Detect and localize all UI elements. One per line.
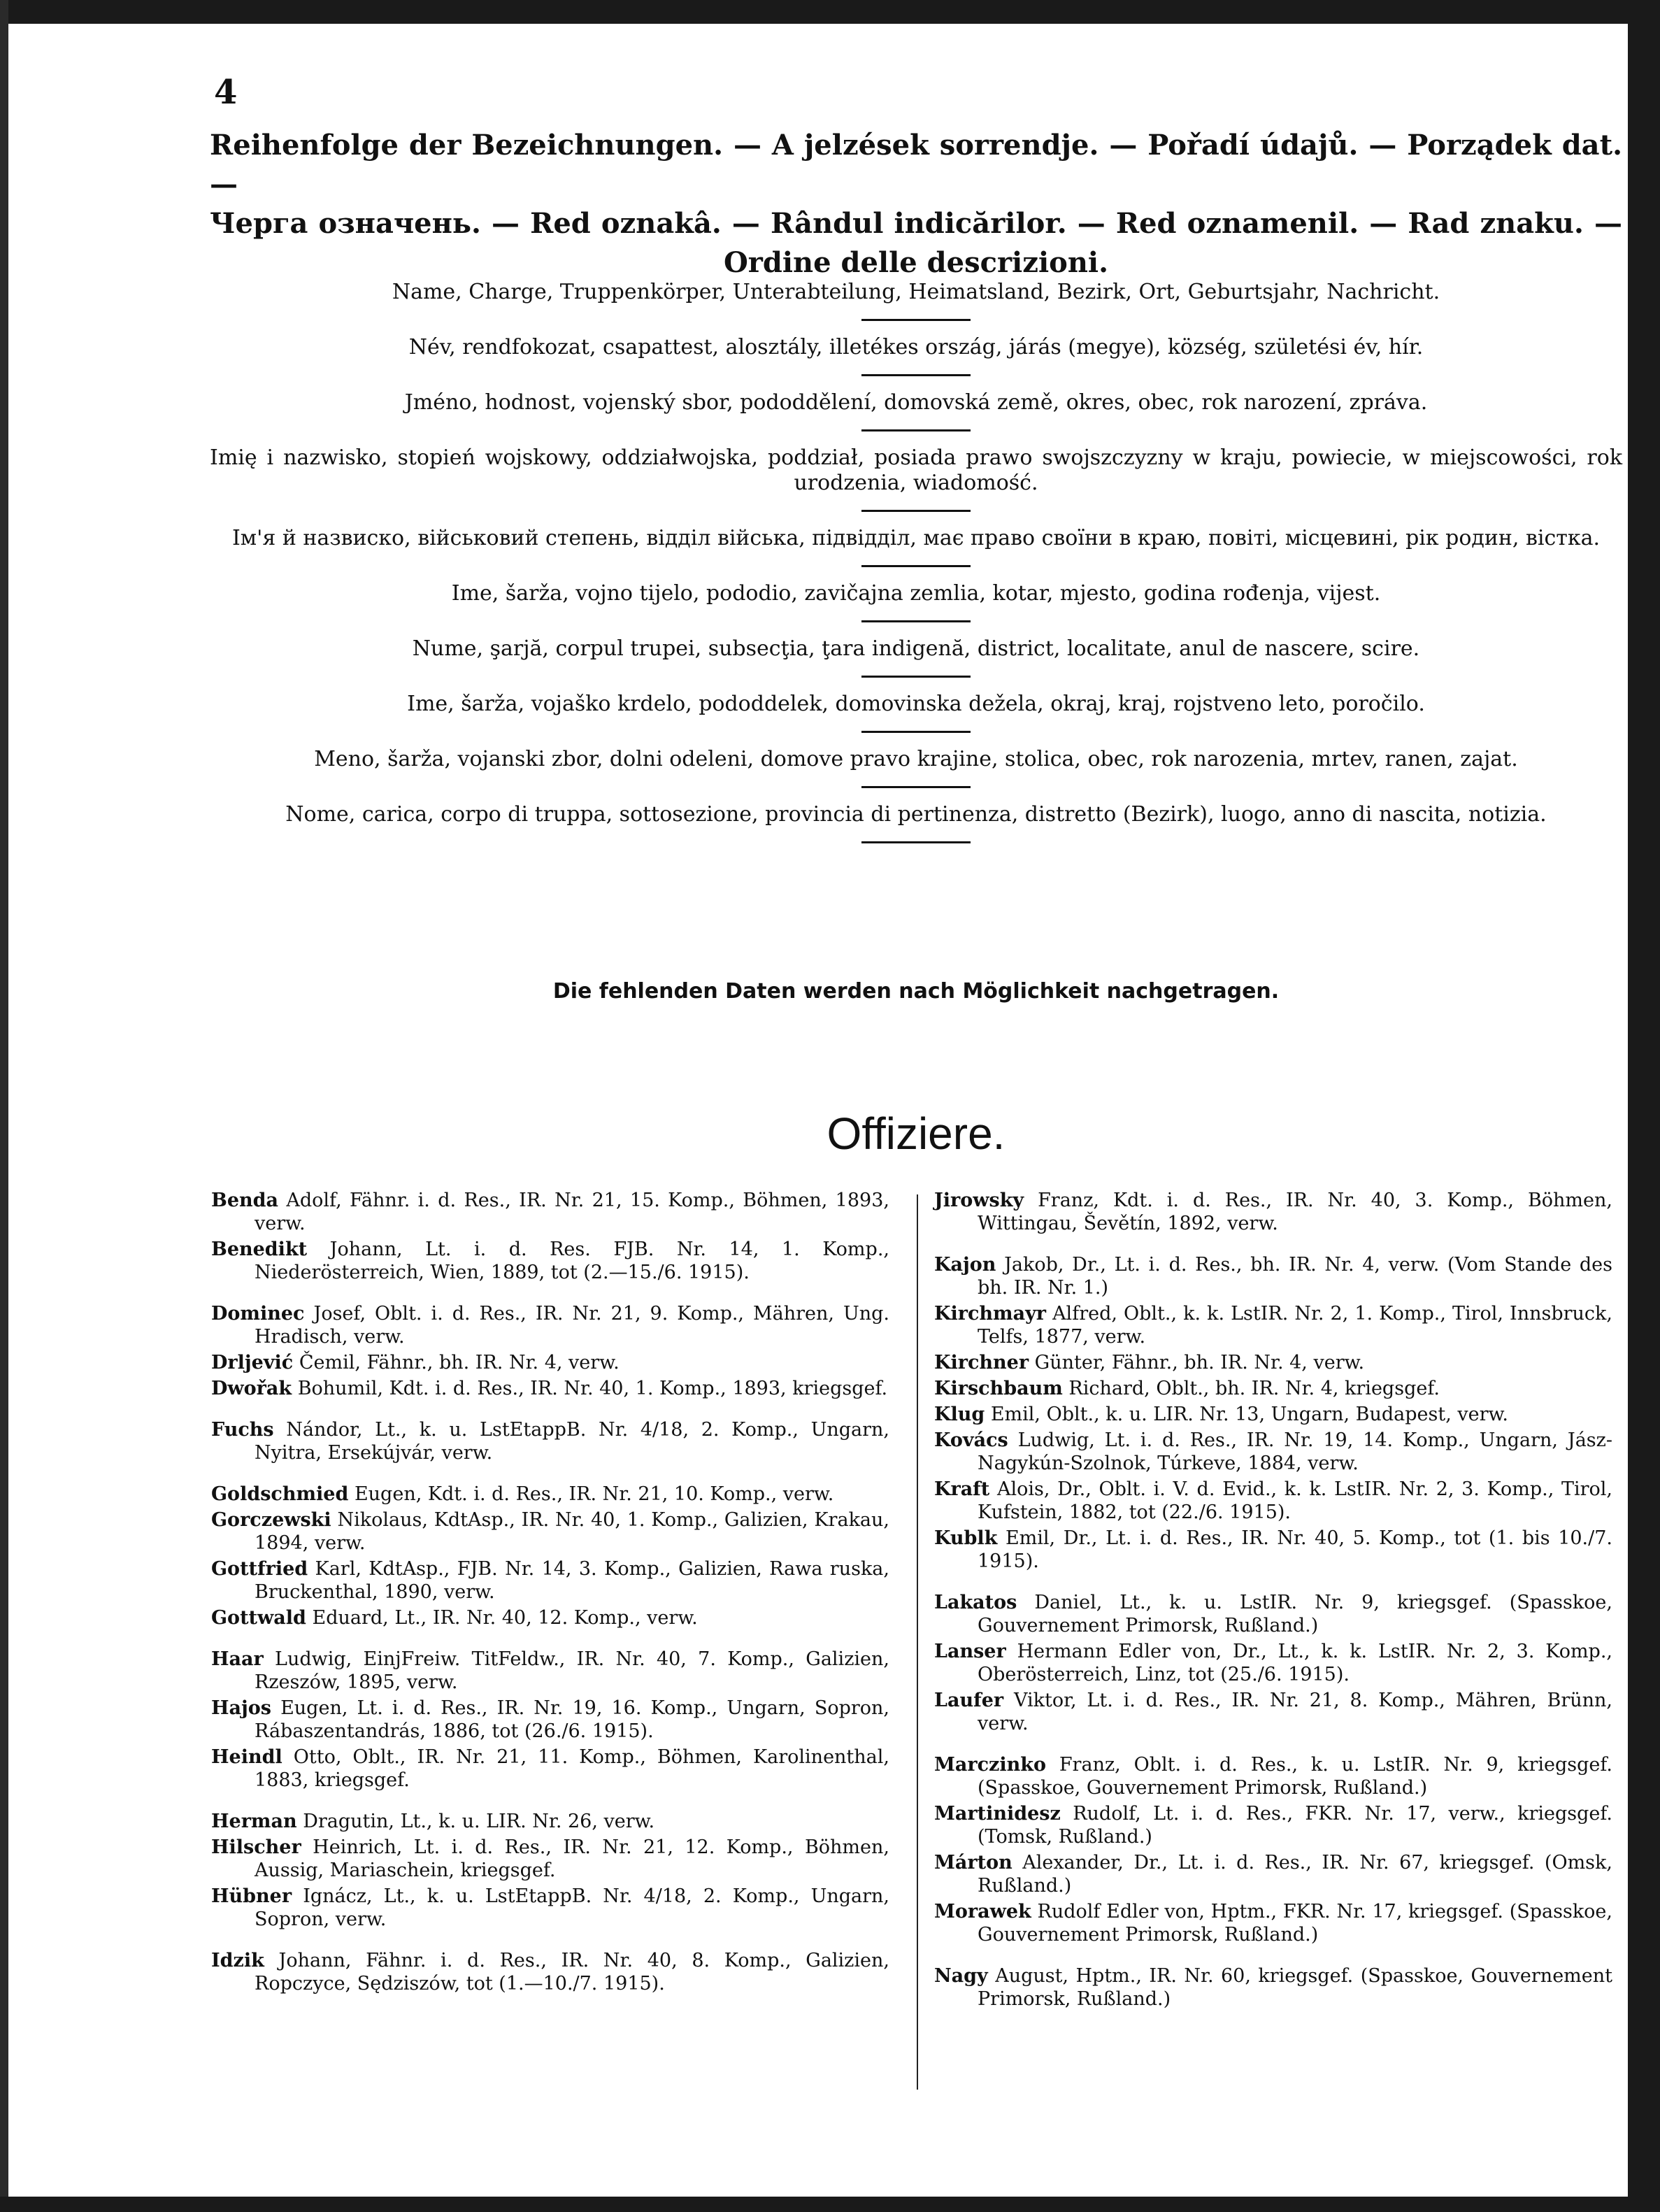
entry-details: Nikolaus, KdtAsp., IR. Nr. 40, 1. Komp., Galizien, Krakau, 1894, verw. (255, 1509, 889, 1554)
list-entry (934, 1189, 1612, 1235)
entry-details: Emil, Oblt., k. u. LIR. Nr. 13, Ungarn, Budapest, verw. (990, 1404, 1509, 1425)
entry-surname: Hajos (211, 1697, 271, 1719)
entry-details: Daniel, Lt., k. u. LstIR. Nr. 9, kriegsgef. (Spasskoe, Gouvernement Primorsk, Rußland.) (978, 1592, 1612, 1636)
list-entry (211, 1949, 889, 1995)
right-column (934, 1189, 1612, 2013)
list-entry (211, 1508, 889, 1555)
entry-details: Jakob, Dr., Lt. i. d. Res., bh. IR. Nr. 4, verw. (Vom Stande des bh. IR. Nr. 1.) (978, 1254, 1612, 1299)
list-entry (211, 1483, 889, 1506)
list-entry (211, 1810, 889, 1833)
list-entry (211, 1189, 889, 1235)
entry-surname: Lanser (934, 1641, 1006, 1662)
list-entry (211, 1648, 889, 1694)
list-entry (934, 1253, 1612, 1299)
list-entry (934, 1964, 1612, 2011)
entry-details: Richard, Oblt., bh. IR. Nr. 4, kriegsgef. (1068, 1378, 1440, 1399)
lang-entry-romanian: Nume, şarjă, corpul trupei, subsecţia, ţara indigenă, district, localitate, anul de nascere, scire. (412, 636, 1420, 661)
list-entry (211, 1697, 889, 1743)
entry-surname: Kirschbaum (934, 1378, 1063, 1399)
lang-entry-slovenian: Ime, šarža, vojaško krdelo, pododdelek, domovinska dežela, okraj, kraj, rojstveno leto, poročilo. (407, 692, 1425, 716)
entry-surname: Kovács (934, 1429, 1008, 1451)
left-column (211, 1189, 889, 1998)
header-block (210, 126, 1622, 283)
divider-rule (861, 565, 971, 567)
header-line-2: Черга означень. — Red oznakâ. — Rândul indicărilor. — Red oznamenil. — Rad znaku. — (210, 207, 1622, 240)
entry-details: Rudolf Edler von, Hptm., FKR. Nr. 17, kriegsgef. (Spasskoe, Gouvernement Primorsk, Rußland.) (978, 1901, 1612, 1946)
entry-details: Franz, Oblt. i. d. Res., k. u. LstIR. Nr. 9, kriegsgef. (Spasskoe, Gouvernement Primorsk, Rußland.) (978, 1754, 1612, 1799)
entry-surname: Drljević (211, 1352, 294, 1373)
entry-surname: Nagy (934, 1965, 988, 1987)
entry-surname: Hübner (211, 1885, 292, 1907)
entry-details: Adolf, Fähnr. i. d. Res., IR. Nr. 21, 15. Komp., Böhmen, 1893, verw. (255, 1190, 889, 1234)
list-entry (934, 1802, 1612, 1848)
list-entry (211, 1606, 889, 1629)
entry-surname: Martinidesz (934, 1803, 1061, 1825)
entry-details: Alexander, Dr., Lt. i. d. Res., IR. Nr. 67, kriegsgef. (Omsk, Rußland.) (978, 1852, 1612, 1897)
divider-rule (861, 731, 971, 733)
divider-rule (861, 429, 971, 431)
entry-surname: Hilscher (211, 1836, 301, 1858)
entry-details: Rudolf, Lt. i. d. Res., FKR. Nr. 17, verw., kriegsgef. (Tomsk, Rußland.) (978, 1803, 1612, 1848)
entry-details: Alois, Dr., Oblt. i. V. d. Evid., k. k. LstIR. Nr. 2, 3. Komp., Tirol, Kufstein, 1882, tot (22./6. 1915). (978, 1478, 1612, 1523)
list-entry (934, 1351, 1612, 1374)
entry-details: Josef, Oblt. i. d. Res., IR. Nr. 21, 9. Komp., Mähren, Ung. Hradisch, verw. (255, 1303, 889, 1348)
entry-details: Ludwig, EinjFreiw. TitFeldw., IR. Nr. 40, 7. Komp., Galizien, Rzeszów, 1895, verw. (255, 1648, 889, 1693)
entry-details: Günter, Fähnr., bh. IR. Nr. 4, verw. (1034, 1352, 1365, 1373)
entry-details: Ignácz, Lt., k. u. LstEtappB. Nr. 4/18, 2. Komp., Ungarn, Sopron, verw. (255, 1885, 889, 1930)
lang-entry-czech: Jméno, hodnost, vojenský sbor, pododdělení, domovská země, okres, obec, rok narození, zpráva. (404, 390, 1428, 415)
list-entry (934, 1900, 1612, 1946)
entry-surname: Gottfried (211, 1558, 308, 1580)
entry-details: Franz, Kdt. i. d. Res., IR. Nr. 40, 3. Komp., Böhmen, Wittingau, Ševětín, 1892, verw. (978, 1190, 1612, 1234)
entry-surname: Herman (211, 1811, 297, 1832)
lang-entry-polish: Imię i nazwisko, stopień wojskowy, oddziałwojska, poddział, posiada prawo swojszczyzny w kraju, powiecie, w miejscowości, rok urodzenia, wiadomość. (210, 445, 1622, 495)
column-divider (917, 1194, 918, 2090)
entry-details: Bohumil, Kdt. i. d. Res., IR. Nr. 40, 1. Komp., 1893, kriegsgef. (297, 1378, 888, 1399)
entry-surname: Benedikt (211, 1239, 308, 1260)
list-entry (934, 1851, 1612, 1897)
entry-details: Eugen, Kdt. i. d. Res., IR. Nr. 21, 10. Komp., verw. (354, 1483, 834, 1505)
entry-surname: Gottwald (211, 1607, 306, 1629)
entry-surname: Dwořak (211, 1378, 292, 1399)
header-line-3: Ordine delle descrizioni. (723, 246, 1109, 279)
entry-surname: Jirowsky (934, 1190, 1024, 1211)
lang-entry-slovak: Meno, šarža, vojanski zbor, dolni odeleni, domove pravo krajine, stolica, obec, rok narozenia, mrtev, ranen, zajat. (314, 747, 1518, 771)
language-list (210, 280, 1622, 857)
lang-entry-italian: Nome, carica, corpo di truppa, sottosezione, provincia di pertinenza, distretto (Bezirk), luogo, anno di nascita, notizia. (285, 802, 1547, 827)
entry-surname: Kublk (934, 1527, 998, 1549)
entry-details: Viktor, Lt. i. d. Res., IR. Nr. 21, 8. Komp., Mähren, Brünn, verw. (978, 1690, 1612, 1734)
list-entry (211, 1418, 889, 1464)
entry-surname: Gorczewski (211, 1509, 331, 1531)
entry-surname: Kajon (934, 1254, 996, 1276)
entry-details: Nándor, Lt., k. u. LstEtappB. Nr. 4/18, 2. Komp., Ungarn, Nyitra, Ersekújvár, verw. (255, 1419, 889, 1464)
entry-details: Johann, Lt. i. d. Res. FJB. Nr. 14, 1. Komp., Niederösterreich, Wien, 1889, tot (2.—15./6. 1915). (255, 1239, 889, 1283)
divider-rule (861, 786, 971, 788)
entry-surname: Heindl (211, 1746, 282, 1768)
list-entry (211, 1238, 889, 1284)
list-entry (934, 1591, 1612, 1637)
entry-details: Heinrich, Lt. i. d. Res., IR. Nr. 21, 12. Komp., Böhmen, Aussig, Mariaschein, kriegsgef. (255, 1836, 889, 1881)
header-line-1: Reihenfolge der Bezeichnungen. — A jelzések sorrendje. — Pořadí údajů. — Porządek dat. — (210, 129, 1622, 201)
entry-surname: Goldschmied (211, 1483, 349, 1505)
divider-rule (861, 676, 971, 678)
entry-details: Hermann Edler von, Dr., Lt., k. k. LstIR. Nr. 2, 3. Komp., Oberösterreich, Linz, tot (25./6. 1915). (978, 1641, 1613, 1685)
entry-surname: Idzik (211, 1950, 264, 1971)
entry-surname: Morawek (934, 1901, 1031, 1922)
entry-details: Emil, Dr., Lt. i. d. Res., IR. Nr. 40, 5. Komp., tot (1. bis 10./7. 1915). (978, 1527, 1612, 1572)
divider-rule (861, 510, 971, 512)
divider-rule (861, 319, 971, 321)
page-number: 4 (214, 73, 238, 112)
list-entry (211, 1885, 889, 1931)
list-entry (211, 1557, 889, 1604)
list-entry (934, 1689, 1612, 1735)
entry-surname: Kirchmayr (934, 1303, 1046, 1325)
section-title: Offiziere. (827, 1108, 1006, 1159)
divider-rule (861, 374, 971, 376)
lang-entry-croatian: Ime, šarža, vojno tijelo, pododio, zavičajna zemlia, kotar, mjesto, godina rođenja, vijest. (451, 581, 1381, 606)
list-entry (211, 1302, 889, 1348)
entry-details: Alfred, Oblt., k. k. LstIR. Nr. 2, 1. Komp., Tirol, Innsbruck, Telfs, 1877, verw. (978, 1303, 1612, 1348)
lang-entry-hungarian: Név, rendfokozat, csapattest, alosztály, illetékes ország, járás (megye), község, születési év, hír. (408, 335, 1424, 359)
entry-details: Čemil, Fähnr., bh. IR. Nr. 4, verw. (299, 1352, 620, 1373)
entry-details: Ludwig, Lt. i. d. Res., IR. Nr. 19, 14. Komp., Ungarn, Jász-Nagykún-Szolnok, Túrkeve, 1884, verw. (978, 1429, 1612, 1474)
entry-details: Eduard, Lt., IR. Nr. 40, 12. Komp., verw. (312, 1607, 698, 1629)
divider-rule (861, 841, 971, 843)
entry-details: August, Hptm., IR. Nr. 60, kriegsgef. (Spasskoe, Gouvernement Primorsk, Rußland.) (978, 1965, 1612, 2010)
entry-surname: Fuchs (211, 1419, 274, 1441)
lang-entry-german: Name, Charge, Truppenkörper, Unterabteilung, Heimatsland, Bezirk, Ort, Geburtsjahr, Nachricht. (392, 280, 1440, 304)
entry-surname: Laufer (934, 1690, 1004, 1711)
lang-entry-ruthenian: Ім'я й назвиско, військовий степень, відділ війська, підвідділ, має право своїни в краю, повіті, місцевині, рік родин, вістка. (231, 526, 1601, 550)
entry-surname: Márton (934, 1852, 1013, 1874)
divider-rule (861, 620, 971, 622)
entry-surname: Haar (211, 1648, 264, 1670)
list-entry (211, 1836, 889, 1882)
list-entry (934, 1478, 1612, 1524)
entry-surname: Kraft (934, 1478, 990, 1500)
entry-surname: Dominec (211, 1303, 305, 1325)
list-entry (934, 1527, 1612, 1573)
entry-surname: Klug (934, 1404, 985, 1425)
list-entry (211, 1377, 889, 1400)
entry-details: Otto, Oblt., IR. Nr. 21, 11. Komp., Böhmen, Karolinenthal, 1883, kriegsgef. (255, 1746, 889, 1791)
list-entry (934, 1640, 1612, 1686)
entry-surname: Kirchner (934, 1352, 1029, 1373)
list-entry (211, 1746, 889, 1792)
missing-data-notice: Die fehlenden Daten werden nach Möglichkeit nachgetragen. (552, 979, 1280, 1004)
entry-details: Dragutin, Lt., k. u. LIR. Nr. 26, verw. (303, 1811, 655, 1832)
list-entry (211, 1351, 889, 1374)
entry-details: Johann, Fähnr. i. d. Res., IR. Nr. 40, 8. Komp., Galizien, Ropczyce, Sędziszów, tot (1.—10./7. 1915). (255, 1950, 889, 1995)
list-entry (934, 1753, 1612, 1799)
list-entry (934, 1403, 1612, 1426)
entry-surname: Lakatos (934, 1592, 1017, 1613)
entry-surname: Benda (211, 1190, 279, 1211)
entry-details: Eugen, Lt. i. d. Res., IR. Nr. 19, 16. Komp., Ungarn, Sopron, Rábaszentandrás, 1886, tot (26./6. 1915). (255, 1697, 889, 1742)
list-entry (934, 1377, 1612, 1400)
entry-details: Karl, KdtAsp., FJB. Nr. 14, 3. Komp., Galizien, Rawa ruska, Bruckenthal, 1890, verw. (255, 1558, 889, 1603)
list-entry (934, 1429, 1612, 1475)
entry-surname: Marczinko (934, 1754, 1046, 1776)
list-entry (934, 1302, 1612, 1348)
